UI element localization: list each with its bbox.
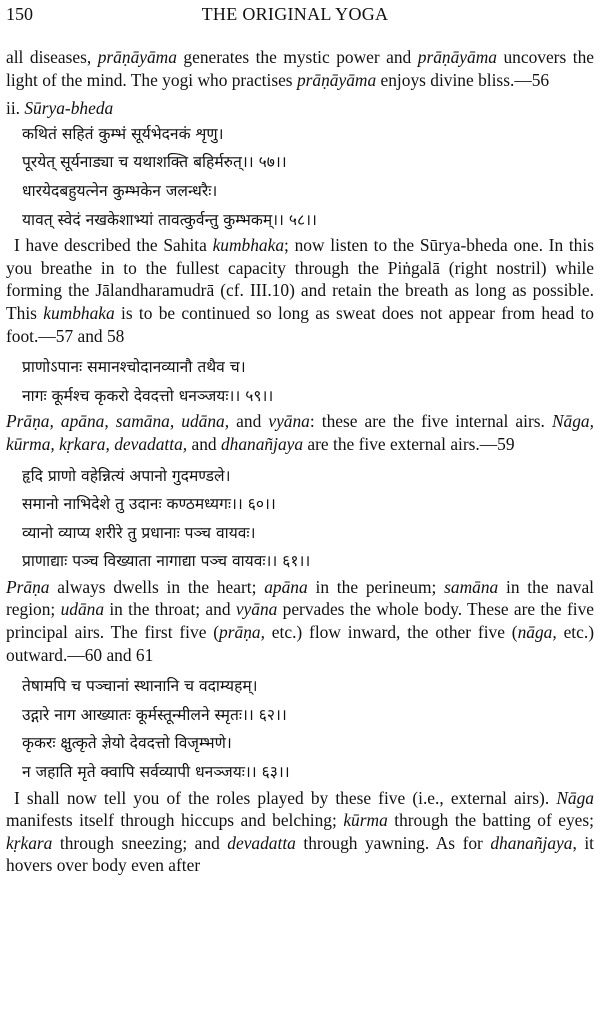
verse-line: यावत् स्वेदं नखकेशाभ्यां तावत्कुर्वन्तु कुम्भकम्।। ५८।। [22, 210, 317, 229]
paragraph-62-63: I shall now tell you of the roles played by these five (i.e., external airs). Nāga manifests itself through hiccups and belching; kūrma through the batting of eyes; kṛkara through sneezing; and devadatta through yawning. As for dhanañjaya, it hovers over body even after [6, 787, 594, 876]
verse-line: समानो नाभिदेशे तु उदानः कण्ठमध्यगः।। ६०।। [22, 495, 276, 514]
paragraph-57-58: I have described the Sahita kumbhaka; now listen to the Sūrya-bheda one. In this you breathe in to the fullest capacity through the Piṅgalā (right nostril) while forming the Jālandharamudrā (cf. III.10) and retain the breath as long as possible. This kumbhaka is to be continued so long as sweat does not appear from head to foot.—57 and 58 [6, 235, 595, 346]
page-number: 150 [6, 4, 33, 24]
verse-line: न जहाति मृते क्वापि सर्वव्यापी धनञ्जयः।। ६३।। [22, 763, 290, 782]
section-heading-surya-bheda: ii. Sūrya-bheda [6, 98, 114, 119]
running-title: THE ORIGINAL YOGA [201, 4, 389, 24]
verse-line: प्राणोऽपानः समानश्चोदानव्यानौ तथैव च। [22, 358, 246, 377]
verse-line: धारयेदबहुयत्नेन कुम्भकेन जलन्धरैः। [22, 181, 218, 200]
verse-line: कृकरः क्षुत्कृते ज्ञेयो देवदत्तो विजृम्भणे। [22, 734, 232, 753]
verse-line: व्यानो व्याप्य शरीरे तु प्रधानाः पञ्च वायवः। [22, 523, 256, 542]
paragraph-59: Prāṇa, apāna, samāna, udāna, and vyāna: these are the five internal airs. Nāga, kūrma, kṛkara, devadatta, and dhanañjaya are the five external airs.—59 [6, 411, 594, 454]
sanskrit-verses-59 [22, 353, 594, 410]
verse-line: हृदि प्राणो वहेन्नित्यं अपानो गुदमण्डले। [22, 466, 231, 485]
sanskrit-verses-60-61 [22, 462, 594, 576]
verse-line: उद्गारे नाग आख्यातः कूर्मस्तून्मीलने स्मृतः।। ६२।। [22, 705, 287, 724]
verse-line: तेषामपि च पञ्चानां स्थानानि च वदाम्यहम्। [22, 677, 258, 696]
verse-line: प्राणाद्याः पञ्च विख्याता नागाद्या पञ्च वायवः।। ६१।। [22, 552, 311, 571]
sanskrit-verses-57-58 [22, 120, 594, 234]
verse-line: पूरयेत् सूर्यनाड्या च यथाशक्ति बहिर्मरुत्।। ५७।। [22, 153, 287, 172]
page-header [6, 4, 594, 30]
verse-line: नागः कूर्मश्च कृकरो देवदत्तो धनञ्जयः।। ५९।। [22, 386, 274, 405]
paragraph-60-61: Prāṇa always dwells in the heart; apāna in the perineum; samāna in the naval region; udāna in the throat; and vyāna pervades the whole body. These are the five principal airs. The first five (prāṇa, etc.) flow inward, the other five (nāga, etc.) outward.—60 and 61 [6, 576, 594, 665]
paragraph-56: all diseases, prāṇāyāma generates the mystic power and prāṇāyāma uncovers the light of the mind. The yogi who practises prāṇāyāma enjoys divine bliss.—56 [6, 47, 594, 90]
sanskrit-verses-62-63 [22, 672, 594, 786]
verse-line: कथितं सहितं कुम्भं सूर्यभेदनकं शृणु। [22, 124, 224, 143]
